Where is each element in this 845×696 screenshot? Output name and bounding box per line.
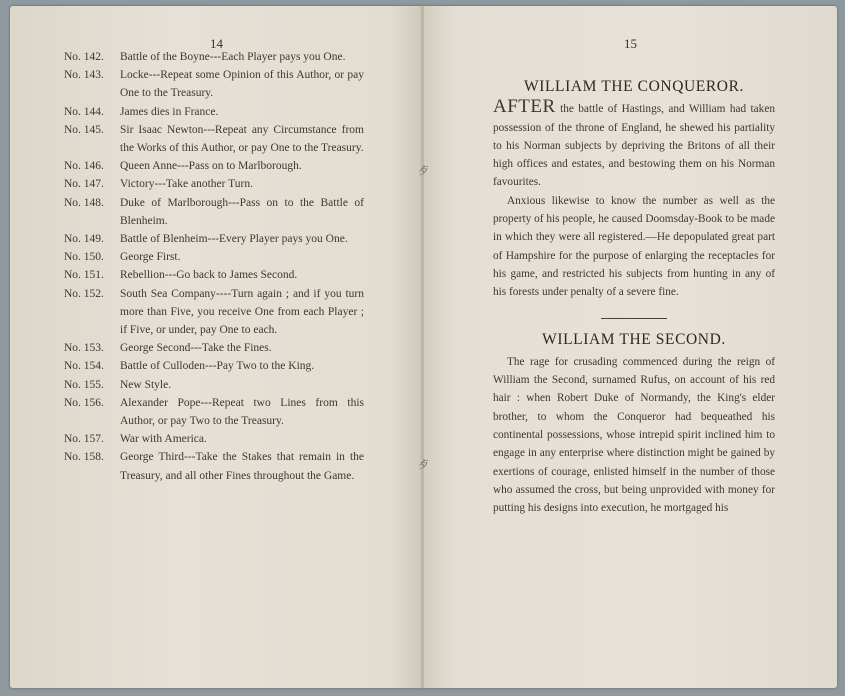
section-heading-william-the-conqueror: WILLIAM THE CONQUEROR. [524, 78, 744, 95]
entry-number: No. 150. [64, 251, 104, 264]
entry-number: No. 154. [64, 360, 104, 373]
right-page-text [493, 78, 775, 518]
game-entries-list [64, 48, 364, 485]
entry-number: No. 149. [64, 233, 104, 246]
book-gutter [421, 6, 424, 688]
entry-text: George Second---Take the Fines. [120, 342, 272, 355]
entry-number: No. 145. [64, 123, 104, 136]
binding-stitch: ⺞ [418, 458, 429, 471]
entry-text: George Third---Take the Stakes that remain in the Treasury, and all other Fines throughout the Game. [120, 451, 364, 482]
list-item [64, 266, 364, 284]
list-item [64, 66, 364, 102]
entry-text: War with America. [120, 433, 207, 446]
entry-text: Rebellion---Go back to James Second. [120, 269, 298, 282]
entry-number: No. 143. [64, 69, 104, 82]
entry-number: No. 156. [64, 396, 104, 409]
binding-stitch: ⺞ [418, 164, 429, 177]
list-item [64, 230, 364, 248]
entry-text: South Sea Company----Turn again ; and if you turn more than Five, you receive One from each Player ; if Five, or under, pay One to each. [120, 287, 364, 337]
entry-number: No. 151. [64, 269, 104, 282]
section-heading-william-the-second: WILLIAM THE SECOND. [542, 330, 726, 348]
right-page-number: 15 [624, 36, 637, 51]
entry-number: No. 152. [64, 287, 104, 300]
entry-text: Queen Anne---Pass on to Marlborough. [120, 160, 302, 173]
entry-number: No. 147. [64, 178, 104, 191]
entry-number: No. 146. [64, 160, 104, 173]
list-item [64, 376, 364, 394]
entry-text: New Style. [120, 378, 172, 391]
entry-number: No. 155. [64, 378, 104, 391]
entry-text: Locke---Repeat some Opinion of this Author, or pay One to the Treasury. [120, 69, 364, 100]
entry-number: No. 142. [64, 51, 104, 63]
entry-text: Victory---Take another Turn. [120, 178, 253, 191]
entry-number: No. 157. [64, 433, 104, 446]
entry-number: No. 153. [64, 342, 104, 355]
drop-cap-word: AFTER [493, 96, 556, 118]
entry-text: Alexander Pope---Repeat two Lines from this Author, or pay Two to the Treasury. [120, 396, 364, 428]
list-item [64, 48, 364, 66]
left-page-number: 14 [210, 36, 223, 51]
list-item [64, 248, 364, 266]
list-item [64, 121, 364, 157]
entry-text: Battle of the Boyne---Each Player pays you One. [120, 51, 346, 63]
list-item [64, 357, 364, 375]
entry-text: Duke of Marlborough---Pass on to the Battle of Blenheim. [120, 196, 364, 227]
paragraph: Anxious likewise to know the number as well as the property of his people, he caused Doomsday-Book to be made in which they were all registered.—He depopulated great part of Hampshire for the purpose of enlarging the receptacles for his game, and restricted his subjects from hunting in any of his forests under penalty of a severe fine. [493, 194, 775, 299]
entry-text: Battle of Blenheim---Every Player pays you One. [120, 233, 348, 246]
paragraph [493, 96, 775, 191]
list-item [64, 175, 364, 193]
entry-number: No. 148. [64, 196, 104, 209]
list-item [64, 157, 364, 175]
list-item [64, 194, 364, 230]
entry-number: No. 158. [64, 451, 104, 464]
list-item [64, 448, 364, 484]
list-item [64, 430, 364, 448]
entry-text: George First. [120, 251, 181, 264]
list-item [64, 394, 364, 430]
list-item [64, 103, 364, 121]
entry-text: James dies in France. [120, 105, 219, 118]
entry-text: Battle of Culloden---Pay Two to the King. [120, 360, 315, 373]
paragraph-text: the battle of Hastings, and William had taken possession of the throne of England, he shewed his partiality to his Norman subjects by depriving the Britons of all their high offices and estates, and bestowing them on his Norman favourites. [493, 103, 775, 189]
entry-text: Sir Isaac Newton---Repeat any Circumstance from the Works of this Author, or pay One to the Treasury. [120, 123, 364, 155]
list-item [64, 285, 364, 340]
section-divider [601, 318, 667, 319]
entry-number: No. 144. [64, 105, 104, 118]
list-item [64, 339, 364, 357]
paragraph: The rage for crusading commenced during the reign of William the Second, surnamed Rufus, on account of his red hair : when Robert Duke of Normandy, the King's elder brother, to whom the Conqueror had bequeathed his continental possessions, whose intrepid spirit inclined him to engage in any enterprise where distinction might be gained by exertions of courage, enlisted himself in the number of those who assumed the cross, but being unprovided with money for putting his designs into execution, he mortgaged his [493, 355, 775, 515]
